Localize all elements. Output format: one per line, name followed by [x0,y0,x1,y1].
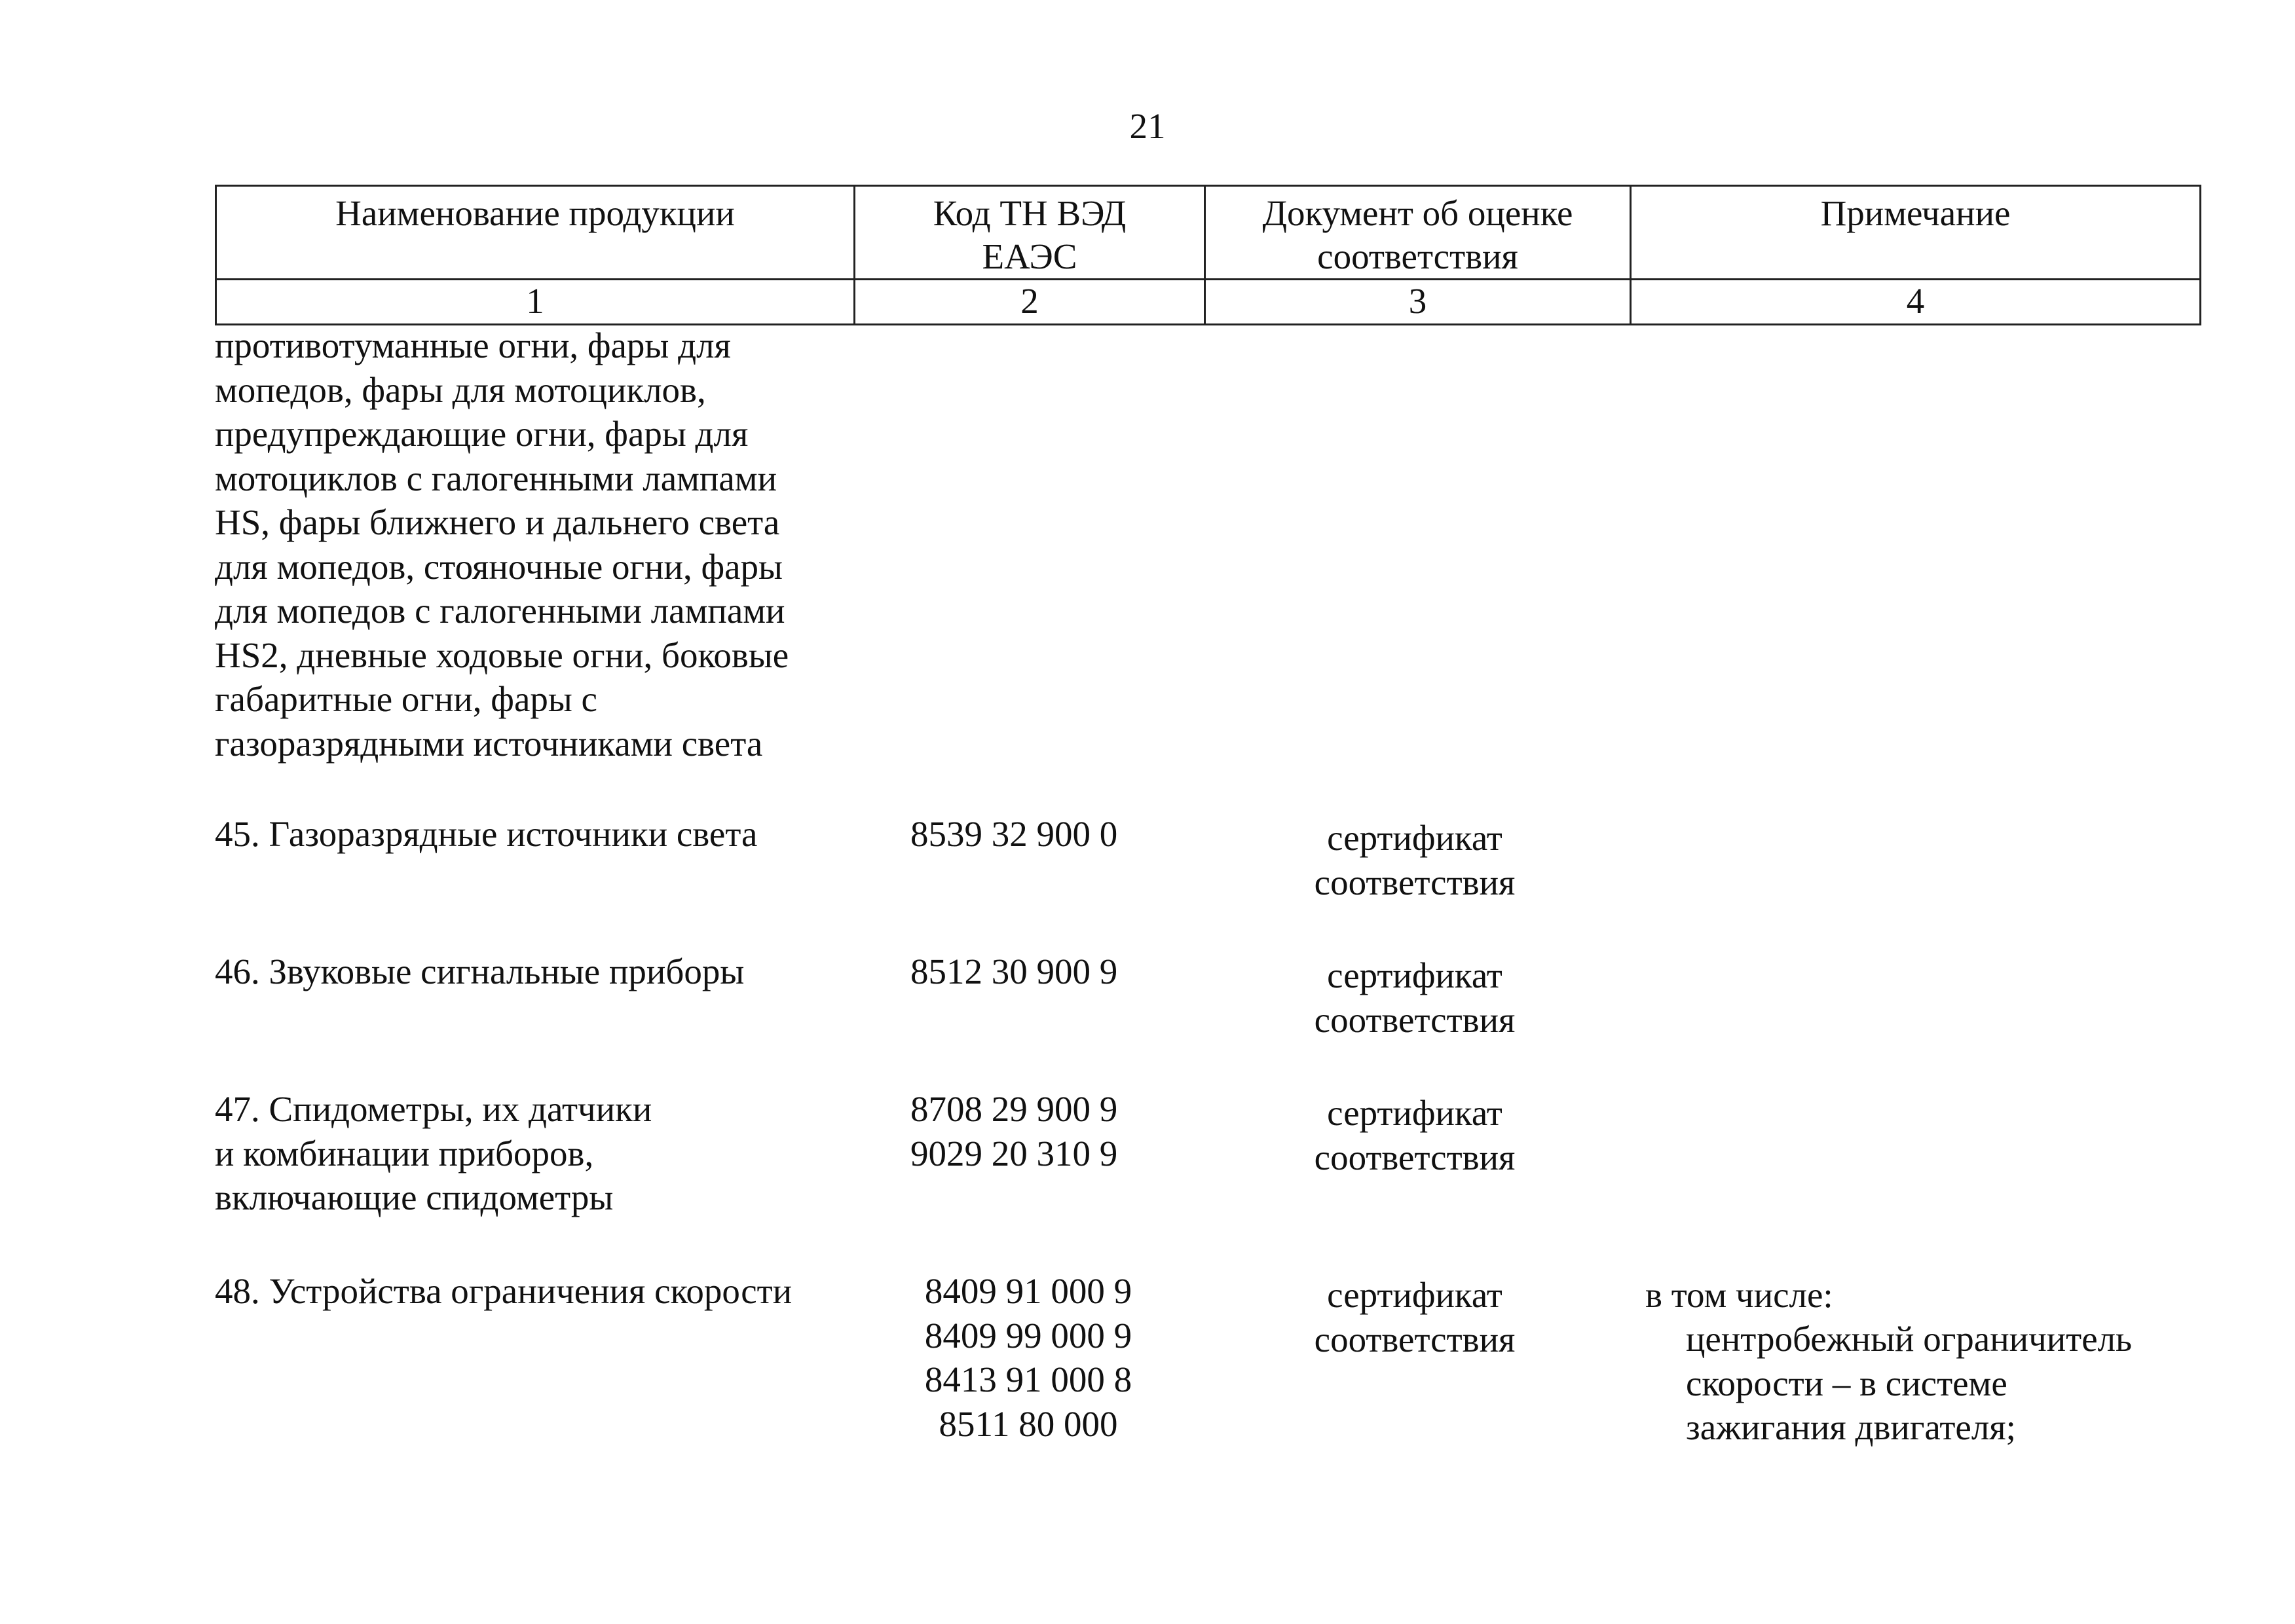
row-46-name: 46. Звуковые сигнальные приборы [215,951,745,991]
column-header-note: Примечание [1631,186,2201,280]
column-header-hs-code: Код ТН ВЭД ЕАЭС [855,186,1205,280]
row-46-codes: 8512 30 900 9 [910,951,1118,991]
row-48-note-intro: в том числе: [1645,1275,1833,1315]
row-48-codes: 8409 91 000 9 8409 99 000 9 8413 91 000 8 8511 80 000 [924,1271,1132,1444]
row-45-codes: 8539 32 900 0 [910,814,1118,854]
row-46-document: сертификат соответствия [1314,955,1516,1040]
column-header-conformity-document: Документ об оценке соответствия [1205,186,1631,280]
row-45-name: 45. Газоразрядные источники света [215,814,758,854]
row-47-codes: 8708 29 900 9 9029 20 310 9 [910,1089,1118,1173]
column-number-row [216,280,2201,325]
header-row [216,186,2201,280]
row-48-name: 48. Устройства ограничения скорости [215,1271,793,1311]
row-47-name: 47. Спидометры, их датчики и комбинации приборов, включающие спидометры [215,1089,652,1217]
table-header [215,185,2201,325]
column-number-1: 1 [216,280,855,325]
column-number-3: 3 [1205,280,1631,325]
continuation-text: противотуманные огни, фары для мопедов, фары для мотоциклов, предупреждающие огни, фары для мотоциклов с галогенными лампами HS, фары ближнего и дальнего света для мопедов, стояночные огни, фары для мопедов с галогенными лампами HS2, дневные ходовые огни, боковые габаритные огни, фары с газоразрядными источниками света [215,325,789,764]
row-45-document: сертификат соответствия [1314,818,1516,902]
column-header-product-name: Наименование продукции [216,186,855,280]
row-47-document: сертификат соответствия [1314,1093,1516,1177]
column-number-2: 2 [855,280,1205,325]
page-number: 21 [1129,106,1166,146]
column-number-4: 4 [1631,280,2201,325]
row-48-note: центробежный ограничитель скорости – в системе зажигания двигателя; [1686,1319,2133,1447]
row-48-document: сертификат соответствия [1314,1275,1516,1359]
